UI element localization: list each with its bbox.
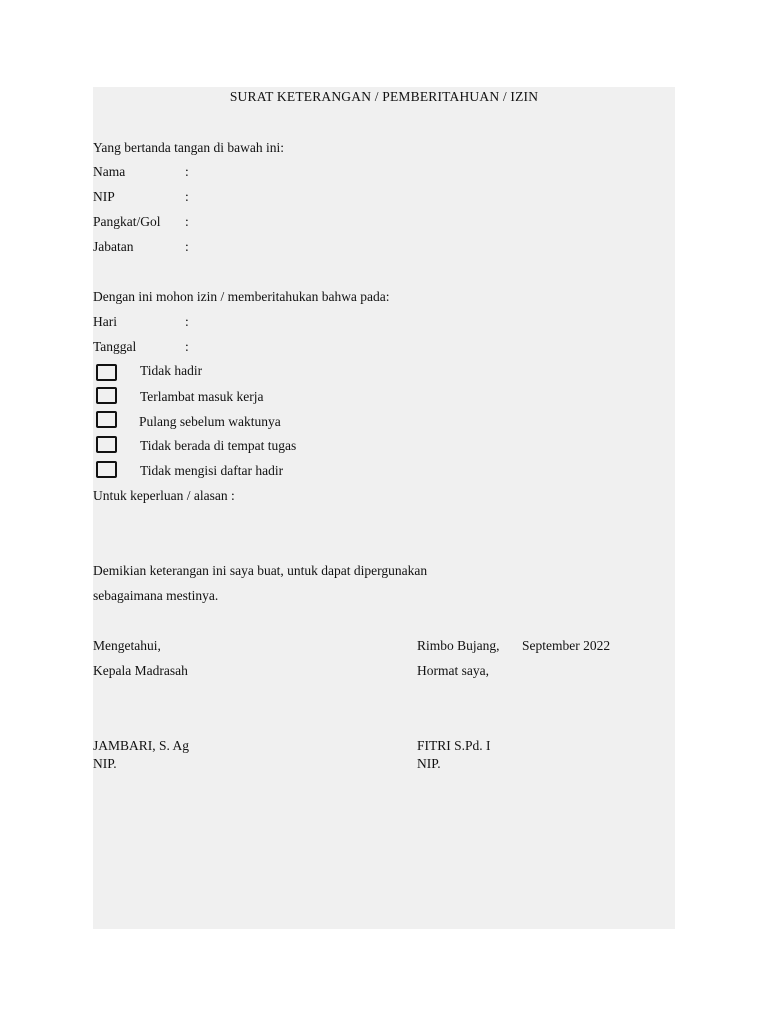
place-label: Rimbo Bujang,: [417, 638, 500, 653]
field-separator: :: [185, 239, 189, 254]
signer-nip: NIP.: [417, 756, 441, 771]
letter-title: SURAT KETERANGAN / PEMBERITAHUAN / IZIN: [229, 89, 539, 104]
closing-text-line1: Demikian keterangan ini saya buat, untuk dapat dipergunakan: [93, 563, 428, 578]
signer-name: FITRI S.Pd. I: [417, 738, 491, 753]
field-label-tanggal: Tanggal: [93, 339, 137, 354]
headmaster-nip: NIP.: [93, 756, 117, 771]
letter-date: September 2022: [522, 638, 611, 653]
option-checkbox-tidak-berada[interactable]: [96, 436, 117, 453]
option-checkbox-tidak-mengisi[interactable]: [96, 461, 117, 478]
option-label-tidak-mengisi: Tidak mengisi daftar hadir: [140, 463, 284, 478]
option-label-tidak-hadir: Tidak hadir: [140, 363, 203, 378]
field-label-pangkat: Pangkat/Gol: [93, 214, 161, 229]
field-separator: :: [185, 214, 189, 229]
field-separator: :: [185, 189, 189, 204]
headmaster-position: Kepala Madrasah: [93, 663, 188, 678]
option-label-tidak-berada: Tidak berada di tempat tugas: [140, 438, 297, 453]
regards-label: Hormat saya,: [417, 663, 489, 678]
field-label-nama: Nama: [93, 164, 126, 179]
field-label-jabatan: Jabatan: [93, 239, 134, 254]
intro-text: Yang bertanda tangan di bawah ini:: [93, 140, 284, 155]
option-checkbox-terlambat[interactable]: [96, 387, 117, 404]
option-label-pulang: Pulang sebelum waktunya: [139, 414, 281, 429]
reason-label: Untuk keperluan / alasan :: [93, 488, 235, 503]
option-checkbox-pulang[interactable]: [96, 411, 117, 428]
field-label-hari: Hari: [93, 314, 117, 329]
closing-text-line2: sebagaimana mestinya.: [93, 588, 219, 603]
option-label-terlambat: Terlambat masuk kerja: [140, 389, 264, 404]
letter-page: [93, 87, 675, 929]
headmaster-name: JAMBARI, S. Ag: [93, 738, 190, 753]
field-separator: :: [185, 339, 189, 354]
option-checkbox-tidak-hadir[interactable]: [96, 364, 117, 381]
field-label-nip: NIP: [93, 189, 115, 204]
field-separator: :: [185, 164, 189, 179]
acknowledged-label: Mengetahui,: [93, 638, 161, 653]
field-separator: :: [185, 314, 189, 329]
request-text: Dengan ini mohon izin / memberitahukan bahwa pada:: [93, 289, 390, 304]
